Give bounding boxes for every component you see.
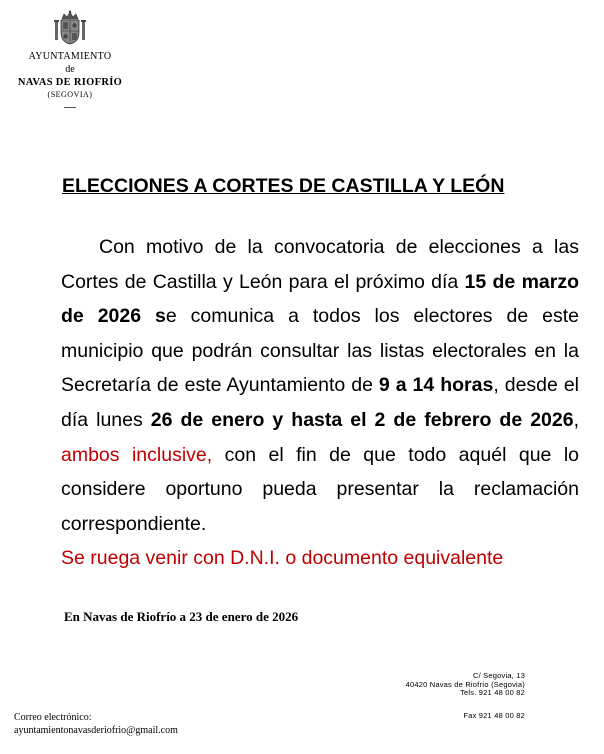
notice-text: , desde el día lunes [61, 374, 580, 431]
municipality-province: (SEGOVIA) [47, 90, 93, 99]
notice-text: Con motivo de la convocatoria de elecciones a las Cortes de Castilla y León para el próximo día [61, 236, 579, 293]
municipality-name-line1: AYUNTAMIENTO [28, 51, 112, 62]
notice-text: , [573, 408, 579, 431]
email-label: Correo electrónico: [14, 712, 92, 723]
address-fax: Fax 921 48 00 82 [463, 710, 525, 720]
notice-text: con el fin de que todo aquél que lo considere oportuno pueda presentar la reclamación correspondiente. [61, 443, 580, 535]
municipality-name-line3: NAVAS DE RIOFRÍO [17, 77, 123, 88]
address-street: C/ Segovia, 13 [473, 671, 525, 680]
id-request-note: Se ruega venir con D.N.I. o documento equivalente [61, 547, 504, 569]
notice-period: 26 de enero y hasta el 2 de febrero de 2026 [150, 408, 574, 431]
header-divider [64, 107, 76, 108]
address-city: 40420 Navas de Riofrío (Segovia) [405, 679, 525, 689]
notice-body [61, 230, 579, 541]
address-phone: Tels. 921 48 00 82 [460, 688, 525, 698]
notice-inclusive: ambos inclusive, [61, 443, 213, 466]
municipality-name-line2: de [65, 64, 75, 75]
email-block [14, 711, 178, 737]
notice-hours: 9 a 14 horas [378, 374, 494, 397]
notice-text: e comunica a todos los electores de este municipio que podrán consultar las listas electorales en la Secretaría de este Ayuntamiento de [61, 305, 579, 397]
page-title: ELECCIONES A CORTES DE CASTILLA Y LEÓN [62, 175, 505, 197]
signature-line: En Navas de Riofrío a 23 de enero de 2026 [64, 609, 299, 624]
address-block [406, 672, 525, 720]
municipality-header [10, 10, 130, 108]
email-address[interactable]: ayuntamientonavasderiofrio@gmail.com [14, 725, 178, 736]
coat-of-arms-icon [53, 10, 87, 46]
notice-date: 15 de marzo de 2026 s [61, 270, 580, 328]
